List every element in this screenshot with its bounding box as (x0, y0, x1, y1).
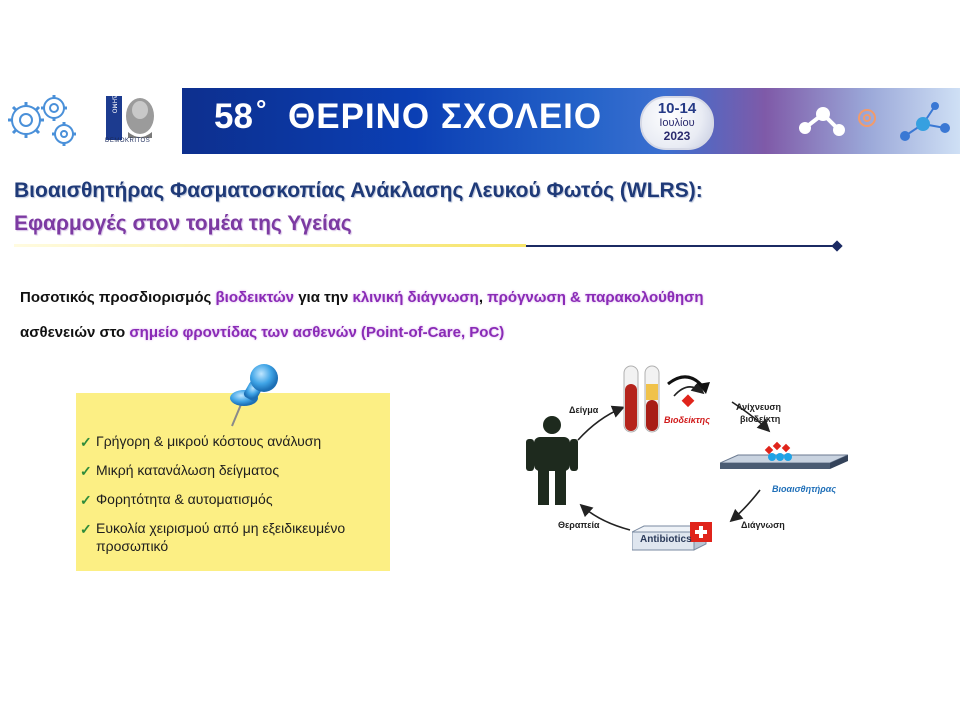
intro-line-1 (20, 289, 704, 306)
title-underline-endpoint (831, 240, 842, 251)
intro-line-2 (20, 324, 504, 341)
degree-sign: ° (255, 94, 267, 124)
title-underline-yellow (14, 244, 526, 247)
edition-value: 58 (214, 97, 253, 136)
list-item (80, 519, 396, 555)
list-item (80, 432, 396, 450)
intro-highlight-diagnosis: κλινική διάγνωση (352, 289, 479, 306)
intro-highlight-prognosis: πρόγνωση & παρακολούθηση (487, 289, 704, 306)
intro-text: ασθενειών στο (20, 324, 130, 341)
gears-icon (4, 90, 82, 152)
molecule-icon (795, 98, 960, 148)
label-sample: Δείγμα (569, 405, 599, 415)
label-biosensor: Βιοαισθητήρας (772, 484, 837, 494)
label-diagnosis: Διάγνωση (741, 520, 785, 530)
list-item (80, 490, 396, 508)
check-icon: ✓ (80, 434, 92, 450)
date-month: Ιουλίου (659, 117, 695, 129)
intro-text: Ποσοτικός προσδιορισμός (20, 289, 216, 306)
advantages-list (80, 432, 396, 566)
advantage-text: Ευκολία χειρισμού από μη εξειδικευμένο προσωπικό (96, 520, 346, 554)
check-icon: ✓ (80, 463, 92, 479)
test-tubes-icon (620, 364, 664, 438)
banner-title: ΘΕΡΙΝΟ ΣΧΟΛΕΙΟ (288, 97, 603, 136)
transfer-arrow-icon (664, 370, 714, 410)
conference-banner (0, 88, 960, 154)
check-icon: ✓ (80, 521, 92, 537)
advantage-text: Μικρή κατανάλωση δείγματος (96, 462, 280, 478)
institute-logo-text: DEMOKRITOS (105, 138, 151, 144)
intro-text: για την (294, 289, 353, 306)
label-antibiotics: Antibiotics (640, 534, 692, 545)
person-icon (526, 415, 578, 507)
pushpin-icon (216, 362, 286, 428)
slide-subtitle: Εφαρμογές στον τομέα της Υγείας (14, 212, 352, 235)
edition-number (214, 94, 267, 137)
advantage-text: Φορητότητα & αυτοματισμός (96, 491, 273, 507)
date-year: 2023 (663, 129, 691, 143)
slide-title: Βιοαισθητήρας Φασματοσκοπίας Ανάκλασης Λευκού Φωτός (WLRS): (14, 179, 703, 202)
list-item (80, 461, 396, 479)
intro-highlight-poc: σημείο φροντίδας των ασθενών (Point-of-Care, PoC) (129, 324, 505, 341)
label-therapy: Θεραπεία (558, 520, 600, 530)
date-badge (640, 96, 714, 150)
check-icon: ✓ (80, 492, 92, 508)
label-biomarker: Βιοδείκτης (664, 415, 710, 425)
label-detection-2: βιοδείκτη (740, 414, 781, 424)
label-detection-1: Ανίχνευση (736, 402, 782, 412)
title-underline-navy (526, 245, 836, 247)
svg-text:ΔΗΜΟ: ΔΗΜΟ (110, 94, 118, 114)
intro-text: , (478, 289, 488, 306)
advantage-text: Γρήγορη & μικρού κόστους ανάλυση (96, 433, 322, 449)
intro-highlight-biomarkers: βιοδεικτών (215, 289, 295, 306)
biosensor-chip-icon (720, 435, 848, 477)
date-days: 10-14 (657, 100, 697, 117)
